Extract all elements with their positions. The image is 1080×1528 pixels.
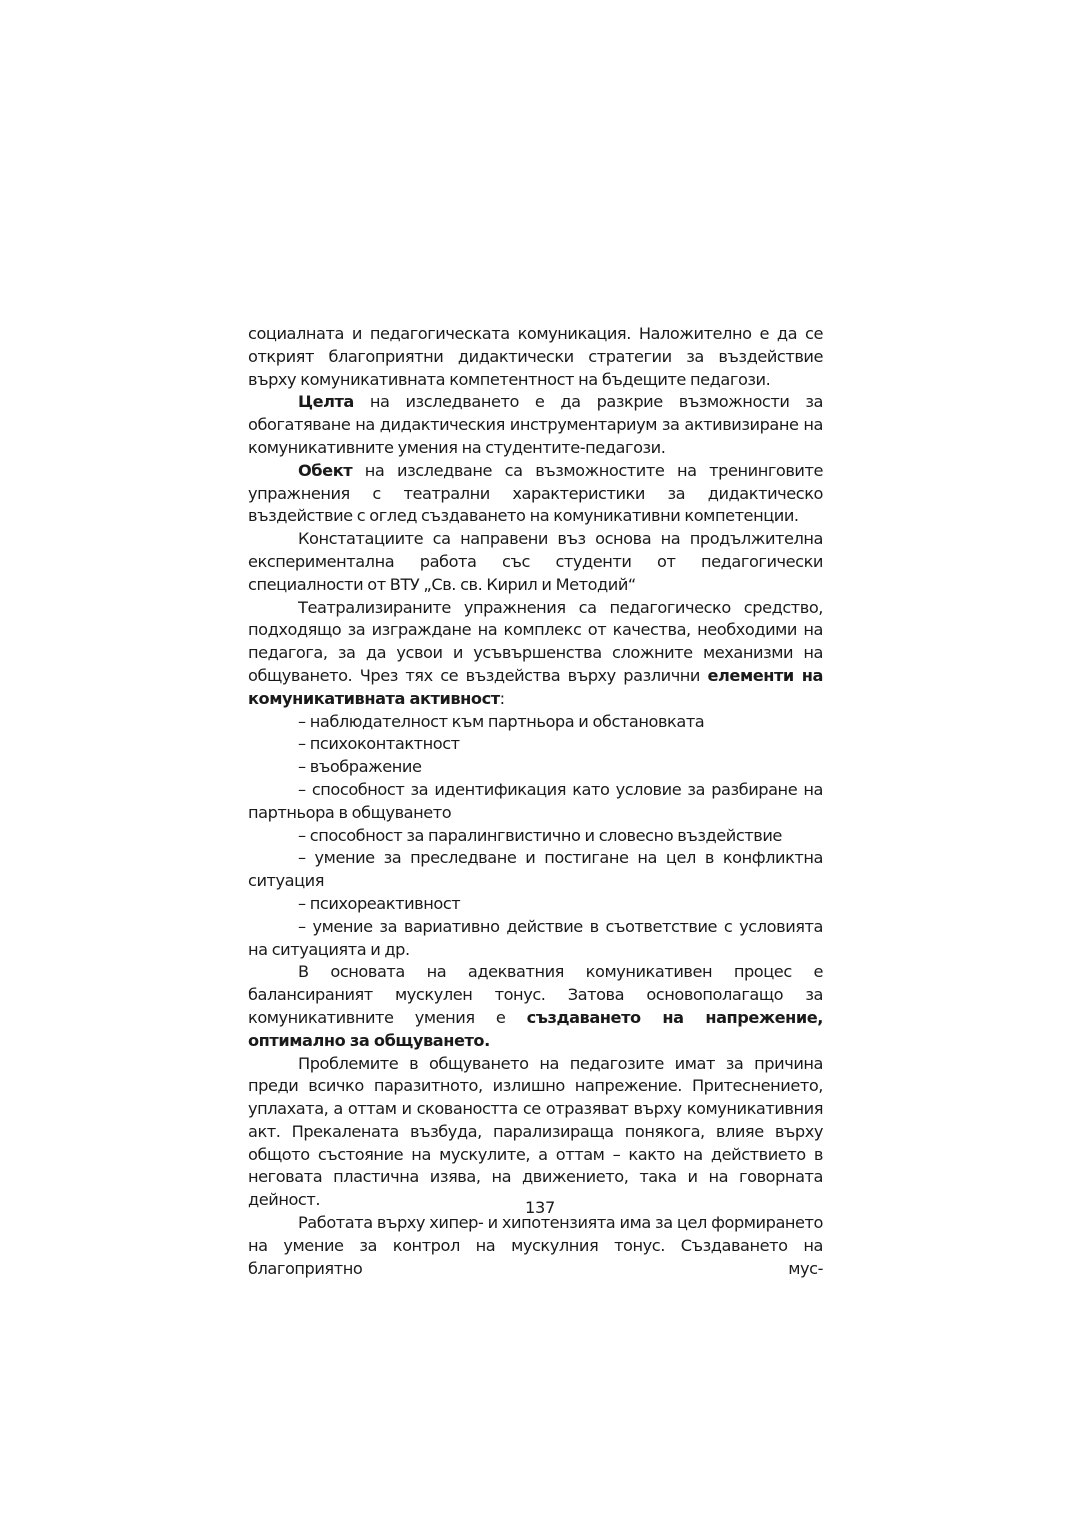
optimal-tension-term: създаването на напрежение, оптимално за общуването. [248, 1007, 823, 1050]
object-text: на изследване са възможностите на тренинговите упражнения с театрални характеристики за дидактическо въздействие с оглед създаването на комуникативни компетенции. [248, 460, 823, 526]
list-item: – въображение [298, 757, 422, 777]
paragraph-problems: Проблемите в общуването на педагозите имат за причина преди всичко паразитното, излишно напрежение. Притеснението, уплахата, а оттам и сковаността се отразяват върху комуникативния акт. Прекалената възбуда, парализираща понякога, влияе върху общото състояние на мускулите, а оттам – както на действието в неговата пластична изява, на движението, така и на говорната дейност. [248, 1053, 823, 1210]
list-item: – умение за вариативно действие в съответствие с условията на ситуацията и др. [248, 916, 823, 959]
paragraph-exercises [248, 597, 823, 711]
paragraph-goal [248, 391, 823, 459]
communicative-elements-term: елементи на комуникативната активност [248, 665, 823, 708]
object-term: Обект [298, 460, 353, 480]
list-item: – наблюдателност към партньора и обстановката [298, 711, 705, 731]
paragraph-hypertension: Работата върху хипер- и хипотензията има за цел формирането на умение за контрол на мускулния тонус. Създаването на благоприятно мус- [248, 1213, 823, 1278]
list-item: – психореактивност [298, 893, 461, 913]
paragraph-findings: Констатациите са направени въз основа на продължителна експериментална работа със студенти от педагогически специалности от ВТУ „Св. св. Кирил и Методий“ [248, 529, 823, 594]
muscle-tone-text: В основата на адекватния комуникативен процес е балансираният мускулен тонус. Затова основополагащо за комуникативните умения е [248, 962, 823, 1027]
list-item: – психоконтактност [298, 734, 460, 754]
exercises-colon: : [499, 688, 505, 708]
paragraph-muscle-tone [248, 961, 823, 1052]
paragraph-intro: социалната и педагогическата комуникация. Наложително е да се открият благоприятни дидактически стратегии за въздействие върху комуникативната компетентност на бъдещите педагози. [248, 324, 823, 389]
paragraph-object [248, 460, 823, 528]
page-number: 137 [525, 1198, 555, 1217]
goal-text: на изследването е да разкрие възможности за обогатяване на дидактическия инструментариум за активизиране на комуникативните умения на студентите-педагози. [248, 392, 823, 457]
list-item: – способност за паралингвистично и словесно въздействие [298, 825, 782, 845]
list-item: – способност за идентификация като условие за разбиране на партньора в общуването [248, 779, 823, 822]
body-text [248, 323, 823, 1280]
goal-term: Целта [298, 392, 354, 412]
exercises-text: Театрализираните упражнения са педагогическо средство, подходящо за изграждане на комплекс от качества, необходими на педагога, за да усвои и усъвършенства сложните механизми на общуването. Чрез тях се въздейства върху различни [248, 597, 823, 685]
list-item: – умение за преследване и постигане на цел в конфликтна ситуация [248, 848, 823, 891]
